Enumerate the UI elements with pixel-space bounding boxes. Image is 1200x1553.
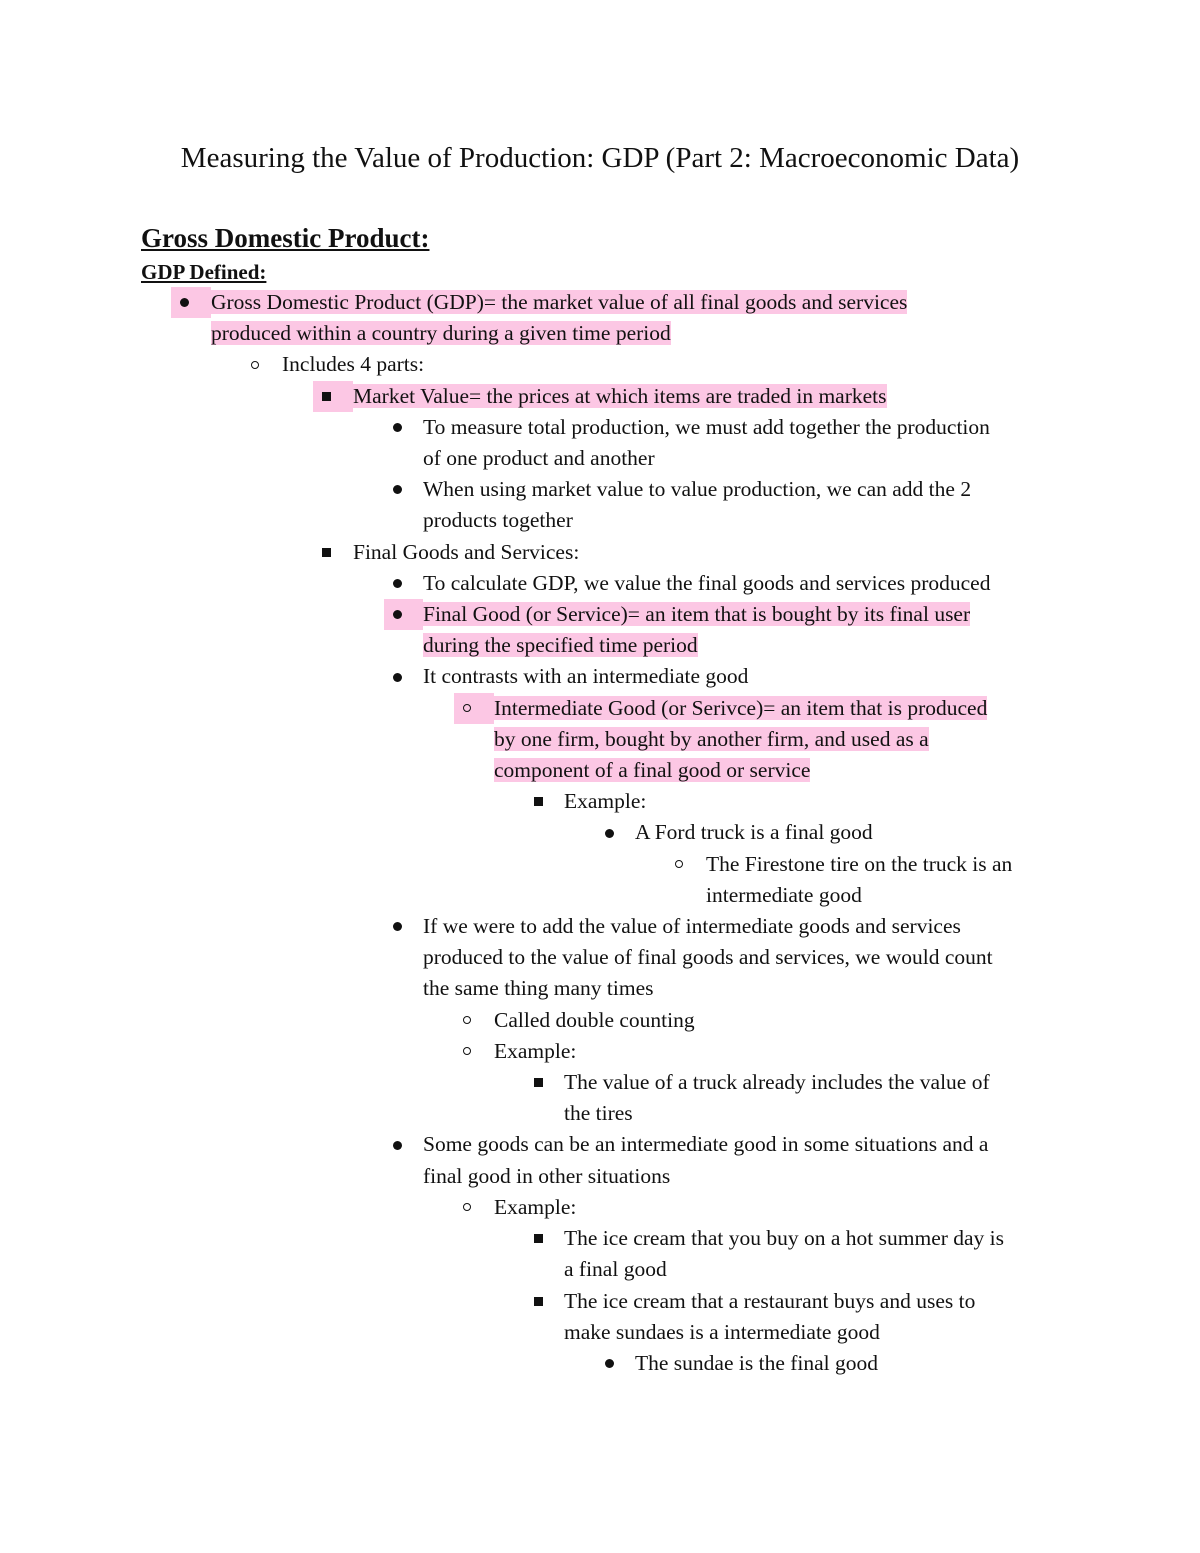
outline-line-text: Example: <box>494 1194 577 1219</box>
outline-line-text: products together <box>423 508 573 533</box>
outline-line <box>564 1098 1200 1129</box>
outline-item <box>0 1129 1200 1191</box>
outline-line-text: The sundae is the final good <box>635 1350 879 1375</box>
outline-line-text: produced to the value of final goods and services, we would count <box>423 945 993 970</box>
outline-item-text <box>353 537 1200 568</box>
outline-line-text: To calculate GDP, we value the final goods and services produced <box>423 570 991 595</box>
outline-line <box>635 817 1200 848</box>
outline-line-text: the tires <box>564 1101 633 1126</box>
outline-line <box>494 693 1200 724</box>
outline-line-text: Market Value= the prices at which items are traded in markets <box>353 383 887 408</box>
outline-line-text: The ice cream that a restaurant buys and uses to <box>564 1288 976 1313</box>
outline-item-text <box>282 349 1200 380</box>
outline-line-text: Example: <box>494 1038 577 1063</box>
outline-line <box>423 942 1200 973</box>
sub-heading: GDP Defined: <box>141 260 267 284</box>
outline-line-text: Some goods can be an intermediate good in some situations and a <box>423 1132 989 1157</box>
outline-item-text <box>494 1036 1200 1067</box>
outline-item <box>0 817 1200 848</box>
outline-line-text: Final Good (or Service)= an item that is bought by its final user <box>423 602 971 627</box>
bullet-circle-icon <box>669 849 689 880</box>
outline-line <box>564 1286 1200 1317</box>
outline-line <box>423 630 1200 661</box>
outline-line <box>423 474 1200 505</box>
outline-line <box>494 1036 1200 1067</box>
outline-item <box>0 568 1200 599</box>
outline-line <box>564 1254 1200 1285</box>
outline-line <box>423 412 1200 443</box>
outline-line-text: Example: <box>564 789 647 814</box>
outline-line-text: When using market value to value production, we can add the 2 <box>423 477 972 502</box>
outline-item-text <box>494 1005 1200 1036</box>
outline-line <box>423 973 1200 1004</box>
outline-item-text <box>353 381 1200 412</box>
outline-line <box>423 599 1200 630</box>
bullet-circle-icon <box>457 1192 477 1223</box>
outline-item-text <box>423 568 1200 599</box>
outline-line-text: component of a final good or service <box>494 758 811 783</box>
bullet-square-icon <box>528 1286 548 1317</box>
outline-line <box>423 443 1200 474</box>
outline-line-text: It contrasts with an intermediate good <box>423 664 749 689</box>
outline-list <box>0 287 1200 1379</box>
bullet-dot-icon <box>387 599 407 630</box>
outline-line-text: Final Goods and Services: <box>353 539 580 564</box>
outline-line-text: A Ford truck is a final good <box>635 820 873 845</box>
outline-item <box>0 1223 1200 1285</box>
outline-line <box>706 849 1200 880</box>
bullet-dot-icon <box>387 412 407 443</box>
outline-line-text: produced within a country during a given time period <box>211 321 671 346</box>
outline-line <box>353 381 1200 412</box>
outline-line-text: Includes 4 parts: <box>282 352 425 377</box>
outline-item-text <box>494 693 1200 787</box>
outline-item <box>0 1348 1200 1379</box>
outline-item-text <box>635 817 1200 848</box>
outline-item <box>0 1067 1200 1129</box>
outline-item-text <box>423 911 1200 1005</box>
section-heading: Gross Domestic Product: <box>141 223 430 253</box>
bullet-dot-icon <box>387 661 407 692</box>
outline-item-text <box>494 1192 1200 1223</box>
outline-item-text <box>564 786 1200 817</box>
outline-line-text: intermediate good <box>706 882 862 907</box>
bullet-dot-icon <box>387 568 407 599</box>
outline-line-text: a final good <box>564 1257 667 1282</box>
outline-line <box>564 786 1200 817</box>
bullet-dot-icon <box>599 817 619 848</box>
outline-line <box>423 911 1200 942</box>
bullet-circle-icon <box>457 693 477 724</box>
outline-item-text <box>635 1348 1200 1379</box>
bullet-square-icon <box>528 1223 548 1254</box>
outline-item <box>0 911 1200 1005</box>
bullet-square-icon <box>316 537 336 568</box>
bullet-circle-icon <box>245 349 265 380</box>
outline-line-text: The Firestone tire on the truck is an <box>706 851 1013 876</box>
outline-line-text: To measure total production, we must add together the production <box>423 414 990 439</box>
bullet-square-icon <box>316 381 336 412</box>
outline-line <box>423 1129 1200 1160</box>
outline-line-text: The ice cream that you buy on a hot summer day is <box>564 1226 1005 1251</box>
outline-line <box>494 755 1200 786</box>
outline-line-text: the same thing many times <box>423 976 654 1001</box>
outline-line <box>353 537 1200 568</box>
outline-line-text: If we were to add the value of intermediate goods and services <box>423 914 961 939</box>
outline-line <box>494 1192 1200 1223</box>
outline-item-text <box>564 1286 1200 1348</box>
outline-item <box>0 693 1200 787</box>
outline-item <box>0 599 1200 661</box>
outline-line <box>635 1348 1200 1379</box>
outline-line <box>423 505 1200 536</box>
outline-line-text: The value of a truck already includes the value of <box>564 1070 990 1095</box>
bullet-dot-icon <box>387 1129 407 1160</box>
outline-line <box>423 1161 1200 1192</box>
bullet-square-icon <box>528 786 548 817</box>
outline-line-text: final good in other situations <box>423 1163 671 1188</box>
outline-item <box>0 1005 1200 1036</box>
outline-line <box>564 1317 1200 1348</box>
outline-item-text <box>423 474 1200 536</box>
outline-line <box>211 287 1200 318</box>
outline-item <box>0 381 1200 412</box>
outline-item <box>0 1192 1200 1223</box>
outline-item <box>0 661 1200 692</box>
outline-item-text <box>423 661 1200 692</box>
bullet-dot-icon <box>387 474 407 505</box>
outline-item <box>0 474 1200 536</box>
outline-line <box>282 349 1200 380</box>
outline-line <box>423 568 1200 599</box>
outline-line <box>564 1223 1200 1254</box>
outline-line-text: by one firm, bought by another firm, and used as a <box>494 726 929 751</box>
outline-item <box>0 1036 1200 1067</box>
bullet-dot-icon <box>599 1348 619 1379</box>
outline-line-text: Called double counting <box>494 1007 695 1032</box>
outline-line <box>494 724 1200 755</box>
outline-item <box>0 287 1200 349</box>
outline-line <box>494 1005 1200 1036</box>
outline-line <box>706 880 1200 911</box>
outline-item <box>0 849 1200 911</box>
outline-item <box>0 537 1200 568</box>
document-title: Measuring the Value of Production: GDP (Part 2: Macroeconomic Data) <box>180 142 1020 174</box>
outline-item <box>0 786 1200 817</box>
outline-line-text: make sundaes is a intermediate good <box>564 1319 880 1344</box>
outline-line <box>211 318 1200 349</box>
bullet-dot-icon <box>387 911 407 942</box>
outline-item-text <box>211 287 1200 349</box>
outline-item <box>0 1286 1200 1348</box>
outline-item-text <box>423 412 1200 474</box>
outline-item-text <box>423 1129 1200 1191</box>
outline-item-text <box>564 1223 1200 1285</box>
bullet-dot-icon <box>174 287 194 318</box>
outline-line-text: during the specified time period <box>423 633 698 658</box>
outline-line-text: Gross Domestic Product (GDP)= the market value of all final goods and services <box>211 290 908 314</box>
outline-line-text: Intermediate Good (or Serivce)= an item that is produced <box>494 695 988 720</box>
outline-line-text: of one product and another <box>423 446 655 471</box>
outline-line <box>423 661 1200 692</box>
outline-item <box>0 412 1200 474</box>
outline-item-text <box>423 599 1200 661</box>
bullet-circle-icon <box>457 1005 477 1036</box>
outline-item-text <box>564 1067 1200 1129</box>
outline-item-text <box>706 849 1200 911</box>
bullet-circle-icon <box>457 1036 477 1067</box>
bullet-square-icon <box>528 1067 548 1098</box>
outline-line <box>564 1067 1200 1098</box>
outline-item <box>0 349 1200 380</box>
